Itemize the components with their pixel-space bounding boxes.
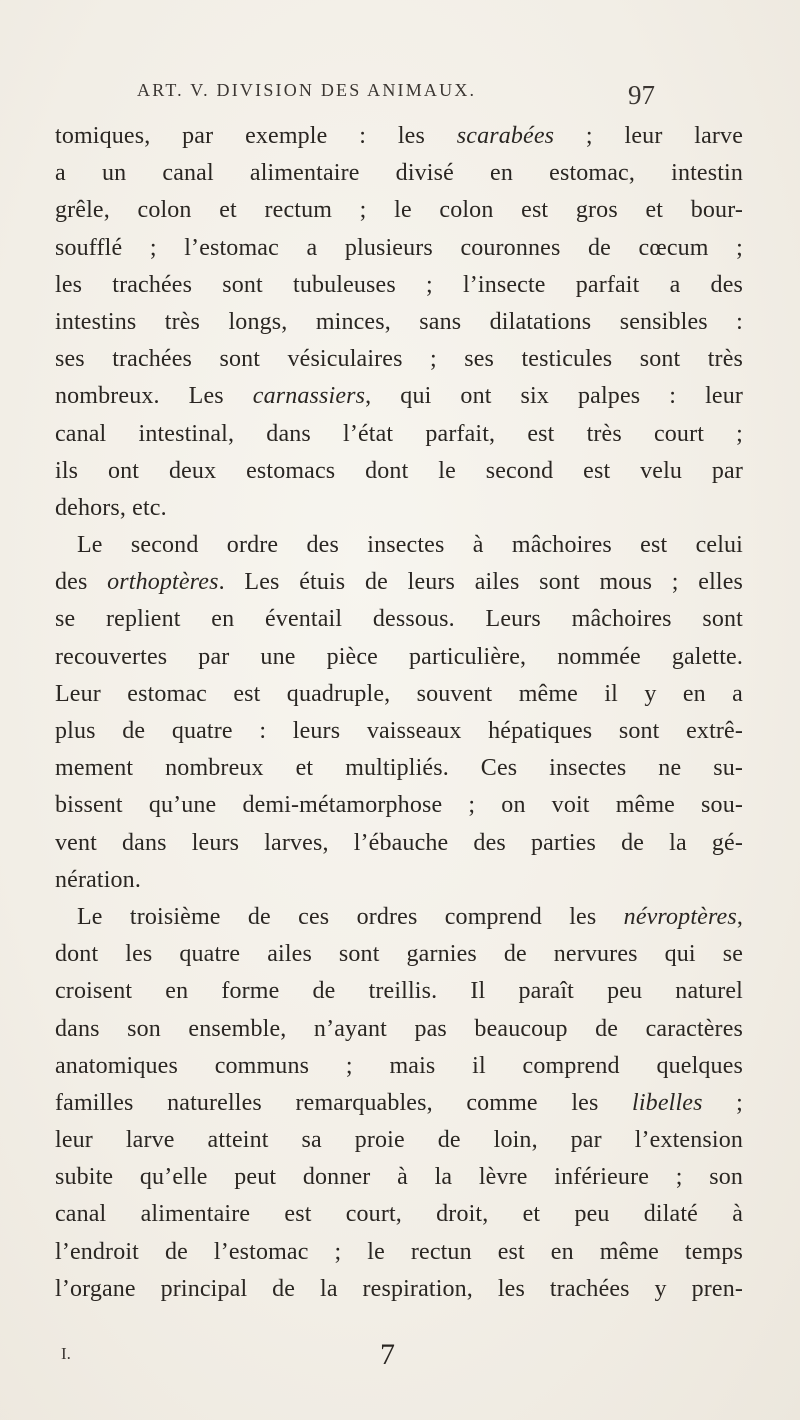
line-text: intestins très longs, minces, sans dilatations sensibles : xyxy=(55,308,743,335)
italic-term: névroptères xyxy=(623,903,737,930)
line-text: dont les quatre ailes sont garnies de nervures qui se xyxy=(55,941,743,968)
text-line xyxy=(55,825,743,862)
line-text: grêle, colon et rectum ; le colon est gros et bour- xyxy=(55,197,743,224)
text-line xyxy=(55,527,743,564)
line-text: , xyxy=(736,903,743,930)
text-line xyxy=(55,1048,743,1085)
text-line xyxy=(55,639,743,676)
line-text: anatomiques communs ; mais il comprend quelques xyxy=(55,1052,743,1079)
line-text: ; leur larve xyxy=(554,123,743,149)
page-number: 97 xyxy=(628,80,655,110)
italic-term: orthoptères xyxy=(107,569,219,596)
text-line xyxy=(55,1085,743,1122)
text-line xyxy=(55,1011,743,1048)
text-line xyxy=(55,1159,743,1196)
text-line xyxy=(55,862,743,899)
text-line xyxy=(55,750,743,787)
quire-mark: 7 xyxy=(380,1338,395,1371)
page-footer xyxy=(0,1338,800,1398)
line-text: Le second ordre des insectes à mâchoires est celui xyxy=(77,532,743,559)
line-text: canal intestinal, dans l’état parfait, est très court ; xyxy=(55,420,743,447)
text-line xyxy=(55,155,743,192)
line-text: Leur estomac est quadruple, souvent même il y en a xyxy=(55,680,743,707)
italic-term: libelles xyxy=(632,1089,703,1116)
text-line xyxy=(55,1196,743,1233)
text-line xyxy=(55,676,743,713)
italic-term: carnassiers xyxy=(252,383,366,410)
line-text: tomiques, par exemple : les xyxy=(55,123,457,149)
line-text: nombreux. Les xyxy=(55,383,253,410)
text-line xyxy=(55,936,743,973)
line-text: plus de quatre : leurs vaisseaux hépatiques sont extrê- xyxy=(55,718,743,744)
text-line xyxy=(55,304,743,341)
line-text: a un canal alimentaire divisé en estomac, intestin xyxy=(55,160,743,187)
line-text: vent dans leurs larves, l’ébauche des parties de la gé- xyxy=(55,829,743,856)
line-text: l’endroit de l’estomac ; le rectun est en même temps xyxy=(55,1238,743,1265)
signature-mark: I. xyxy=(61,1344,71,1363)
text-line xyxy=(55,1234,743,1271)
text-line xyxy=(55,230,743,267)
text-line xyxy=(55,118,743,155)
text-line xyxy=(55,192,743,229)
line-text: , qui ont six palpes : leur xyxy=(365,383,743,410)
text-line xyxy=(55,713,743,750)
text-line xyxy=(55,973,743,1010)
text-line xyxy=(55,601,743,638)
text-line xyxy=(55,564,743,601)
running-head xyxy=(0,80,800,120)
line-text: bissent qu’une demi-métamorphose ; on voit même sou- xyxy=(55,792,743,819)
line-text: ils ont deux estomacs dont le second est velu par xyxy=(55,457,743,484)
line-text: soufflé ; l’estomac a plusieurs couronnes de cœcum ; xyxy=(55,234,743,261)
line-text: mement nombreux et multipliés. Ces insectes ne su- xyxy=(55,755,743,782)
running-title: ART. V. DIVISION DES ANIMAUX. xyxy=(137,80,477,100)
line-text: dans son ensemble, n’ayant pas beaucoup de caractères xyxy=(55,1015,743,1042)
line-text: dehors, etc. xyxy=(55,494,167,521)
line-text: croisent en forme de treillis. Il paraît peu naturel xyxy=(55,978,743,1005)
text-line xyxy=(55,378,743,415)
italic-term: scarabées xyxy=(456,123,555,149)
line-text: des xyxy=(55,569,108,596)
line-text: familles naturelles remarquables, comme les xyxy=(55,1089,633,1116)
text-line xyxy=(55,1271,743,1308)
line-text: . Les étuis de leurs ailes sont mous ; elles xyxy=(218,569,743,596)
text-line xyxy=(55,341,743,378)
line-text: leur larve atteint sa proie de loin, par l’extension xyxy=(55,1127,743,1154)
line-text: ; xyxy=(702,1089,743,1116)
line-text: nération. xyxy=(55,866,141,893)
line-text: se replient en éventail dessous. Leurs mâchoires sont xyxy=(55,606,743,633)
text-line xyxy=(55,416,743,453)
line-text: canal alimentaire est court, droit, et peu dilaté à xyxy=(55,1201,743,1228)
text-line xyxy=(55,267,743,304)
line-text: subite qu’elle peut donner à la lèvre inférieure ; son xyxy=(55,1164,743,1191)
line-text: l’organe principal de la respiration, les trachées y pren- xyxy=(55,1275,743,1302)
line-text: les trachées sont tubuleuses ; l’insecte parfait a des xyxy=(55,271,743,298)
line-text: Le troisième de ces ordres comprend les xyxy=(77,903,624,930)
text-line xyxy=(55,490,743,527)
line-text: ses trachées sont vésiculaires ; ses testicules sont très xyxy=(55,346,743,373)
body-text xyxy=(55,118,743,1308)
text-line xyxy=(55,1122,743,1159)
text-line xyxy=(55,453,743,490)
line-text: recouvertes par une pièce particulière, nommée galette. xyxy=(55,643,743,670)
text-line xyxy=(55,899,743,936)
text-line xyxy=(55,787,743,824)
